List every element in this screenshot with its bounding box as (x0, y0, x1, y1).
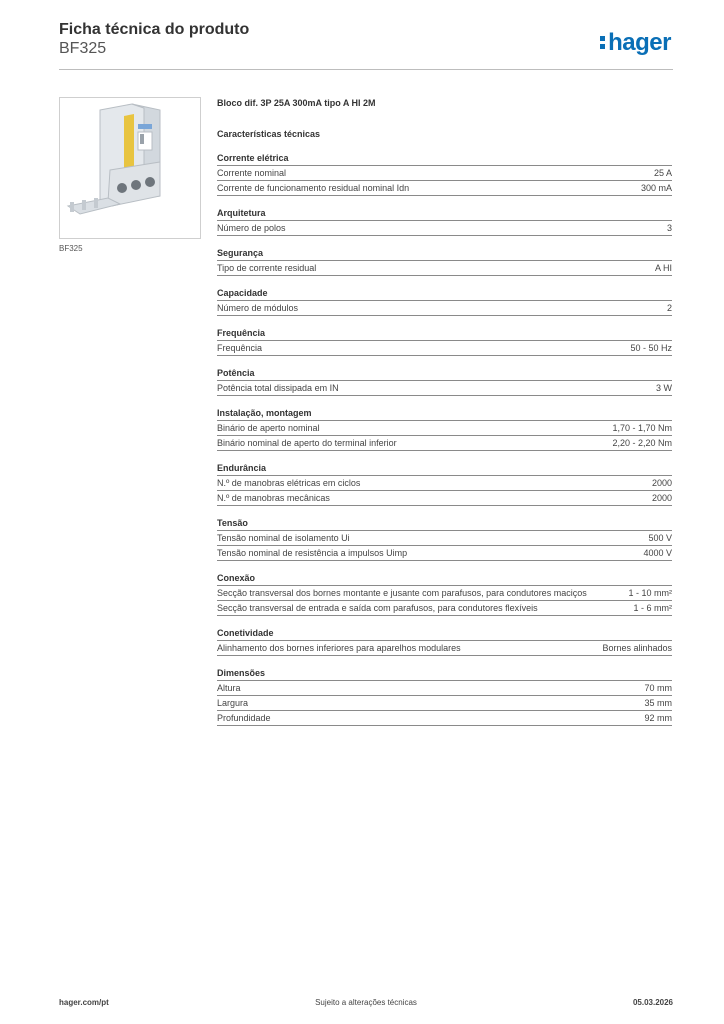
spec-value: A HI (654, 263, 672, 273)
section-title: Segurança (217, 246, 672, 261)
spec-label: Potência total dissipada em IN (217, 383, 339, 393)
spec-label: Largura (217, 698, 249, 708)
spec-section (217, 571, 672, 616)
spec-value: 50 - 50 Hz (630, 343, 672, 353)
spec-row (217, 546, 672, 561)
footer-date: 05.03.2026 (632, 998, 673, 1007)
spec-row (217, 711, 672, 726)
spec-value: 500 V (648, 533, 672, 543)
spec-value: Bornes alinhados (602, 643, 672, 653)
spec-value: 2000 (651, 478, 672, 488)
spec-label: Corrente nominal (217, 168, 287, 178)
spec-section (217, 326, 672, 356)
logo-text: hager (608, 29, 671, 56)
spec-row (217, 181, 672, 196)
spec-value: 300 mA (640, 183, 672, 193)
spec-section (217, 626, 672, 656)
spec-row (217, 421, 672, 436)
spec-row (217, 601, 672, 616)
spec-section (217, 246, 672, 276)
spec-value: 3 (666, 223, 672, 233)
spec-label: Tensão nominal de resistência a impulsos Uimp (217, 548, 408, 558)
spec-row (217, 301, 672, 316)
spec-section (217, 406, 672, 451)
spec-section (217, 461, 672, 506)
spec-label: Tipo de corrente residual (217, 263, 317, 273)
spec-value: 1 - 6 mm² (633, 603, 672, 613)
spec-row (217, 476, 672, 491)
spec-sections (217, 151, 672, 726)
spec-row (217, 696, 672, 711)
spec-label: Binário de aperto nominal (217, 423, 320, 433)
spec-value: 2000 (651, 493, 672, 503)
spec-value: 25 A (653, 168, 672, 178)
spec-row (217, 381, 672, 396)
technical-characteristics-heading: Características técnicas (217, 129, 321, 139)
footer-website: hager.com/pt (59, 998, 109, 1007)
spec-value: 1,70 - 1,70 Nm (612, 423, 672, 433)
spec-row (217, 641, 672, 656)
spec-label: Binário nominal de aperto do terminal inferior (217, 438, 397, 448)
spec-row (217, 436, 672, 451)
spec-value: 92 mm (644, 713, 672, 723)
section-title: Arquitetura (217, 206, 672, 221)
spec-section (217, 666, 672, 726)
section-title: Potência (217, 366, 672, 381)
spec-label: N.º de manobras mecânicas (217, 493, 330, 503)
spec-value: 70 mm (644, 683, 672, 693)
section-title: Capacidade (217, 286, 672, 301)
spec-label: Tensão nominal de isolamento Ui (217, 533, 350, 543)
spec-label: Número de polos (217, 223, 286, 233)
spec-row (217, 261, 672, 276)
residual-current-block-icon (60, 98, 200, 238)
section-title: Dimensões (217, 666, 672, 681)
spec-label: N.º de manobras elétricas em ciclos (217, 478, 361, 488)
section-title: Endurância (217, 461, 672, 476)
hager-logo (600, 29, 671, 57)
spec-row (217, 681, 672, 696)
product-image (59, 97, 201, 239)
spec-section (217, 151, 672, 196)
footer-note: Sujeito a alterações técnicas (315, 998, 417, 1007)
spec-section (217, 516, 672, 561)
spec-value: 1 - 10 mm² (628, 588, 672, 598)
spec-section (217, 366, 672, 396)
spec-label: Altura (217, 683, 241, 693)
spec-label: Profundidade (217, 713, 271, 723)
section-title: Frequência (217, 326, 672, 341)
section-title: Tensão (217, 516, 672, 531)
spec-row (217, 341, 672, 356)
spec-section (217, 286, 672, 316)
spec-row (217, 221, 672, 236)
product-description: Bloco dif. 3P 25A 300mA tipo A HI 2M (217, 98, 376, 108)
document-title: Ficha técnica do produto (59, 21, 250, 38)
spec-label: Secção transversal dos bornes montante e jusante com parafusos, para condutores maciços (217, 588, 587, 598)
spec-value: 2,20 - 2,20 Nm (612, 438, 672, 448)
section-title: Conexão (217, 571, 672, 586)
spec-label: Corrente de funcionamento residual nominal Idn (217, 183, 410, 193)
spec-label: Frequência (217, 343, 263, 353)
spec-value: 2 (666, 303, 672, 313)
spec-value: 4000 V (643, 548, 672, 558)
image-caption: BF325 (59, 244, 83, 253)
spec-row (217, 586, 672, 601)
spec-value: 35 mm (644, 698, 672, 708)
spec-content (217, 96, 672, 726)
spec-row (217, 491, 672, 506)
section-title: Corrente elétrica (217, 151, 672, 166)
logo-dots-icon (600, 34, 605, 50)
page-header (59, 21, 673, 70)
product-code: BF325 (59, 40, 107, 57)
spec-label: Secção transversal de entrada e saída com parafusos, para condutores flexíveis (217, 603, 538, 613)
section-title: Conetividade (217, 626, 672, 641)
spec-row (217, 166, 672, 181)
section-title: Instalação, montagem (217, 406, 672, 421)
spec-row (217, 531, 672, 546)
spec-label: Número de módulos (217, 303, 299, 313)
spec-value: 3 W (655, 383, 672, 393)
spec-section (217, 206, 672, 236)
spec-label: Alinhamento dos bornes inferiores para aparelhos modulares (217, 643, 461, 653)
